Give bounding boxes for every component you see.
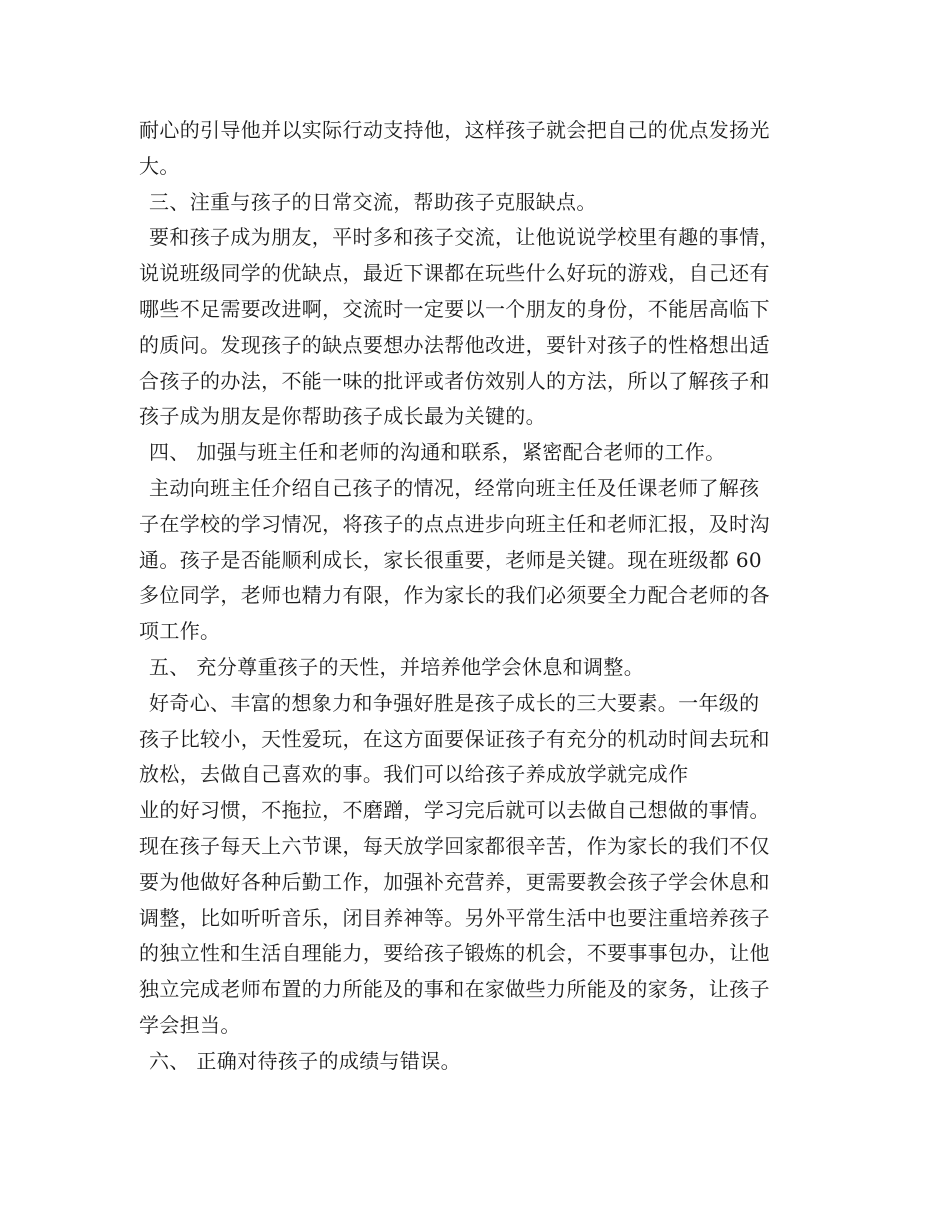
text-line: 要为他做好各种后勤工作，加强补充营养，更需要教会孩子学会休息和 (139, 869, 770, 894)
text-line: 要和孩子成为朋友，平时多和孩子交流，让他说说学校里有趣的事情， (149, 225, 780, 250)
text-line: 大。 (139, 153, 180, 178)
text-line: 的独立性和生活自理能力，要给孩子锻炼的机会，不要事事包办，让他 (139, 941, 770, 966)
text-line: 独立完成老师布置的力所能及的事和在家做些力所能及的家务，让孩子 (139, 977, 770, 1002)
text-line: 说说班级同学的优缺点，最近下课都在玩些什么好玩的游戏，自己还有 (139, 261, 770, 286)
text-line: 业的好习惯，不拖拉，不磨蹭，学习完后就可以去做自己想做的事情。 (139, 798, 770, 823)
text-line: 多位同学，老师也精力有限，作为家长的我们必须要全力配合老师的各 (139, 583, 770, 608)
text-line: 合孩子的办法，不能一味的批评或者仿效别人的方法，所以了解孩子和 (139, 368, 770, 393)
text-line: 放松，去做自己喜欢的事。我们可以给孩子养成放学就完成作 (139, 762, 689, 787)
section-heading: 五、 充分尊重孩子的天性，并培养他学会休息和调整。 (149, 654, 645, 679)
text-line: 通。孩子是否能顺利成长，家长很重要，老师是关键。现在班级都 60 (139, 547, 763, 572)
text-line: 孩子比较小，天性爱玩，在这方面要保证孩子有充分的机动时间去玩和 (139, 726, 770, 751)
text-line: 孩子成为朋友是你帮助孩子成长最为关键的。 (139, 404, 546, 429)
text-line: 的质问。发现孩子的缺点要想办法帮他改进，要针对孩子的性格想出适 (139, 332, 770, 357)
document-body (139, 113, 839, 1080)
text-line: 子在学校的学习情况，将孩子的点点进步向班主任和老师汇报，及时沟 (139, 511, 770, 536)
text-line: 现在孩子每天上六节课，每天放学回家都很辛苦，作为家长的我们不仅 (139, 833, 770, 858)
section-heading: 六、 正确对待孩子的成绩与错误。 (149, 1048, 461, 1073)
text-line: 调整，比如听听音乐，闭目养神等。另外平常生活中也要注重培养孩子 (139, 905, 770, 930)
text-line: 耐心的引导他并以实际行动支持他，这样孩子就会把自己的优点发扬光 (139, 118, 770, 142)
text-line: 学会担当。 (139, 1012, 241, 1037)
section-heading: 三、注重与孩子的日常交流，帮助孩子克服缺点。 (149, 189, 597, 214)
text-line: 好奇心、丰富的想象力和争强好胜是孩子成长的三大要素。一年级的 (149, 690, 760, 715)
text-line: 项工作。 (139, 619, 221, 644)
text-line: 哪些不足需要改进啊，交流时一定要以一个朋友的身份，不能居高临下 (139, 296, 770, 321)
text-line: 主动向班主任介绍自己孩子的情况，经常向班主任及任课老师了解孩 (149, 475, 760, 500)
section-heading: 四、 加强与班主任和老师的沟通和联系，紧密配合老师的工作。 (149, 440, 726, 465)
